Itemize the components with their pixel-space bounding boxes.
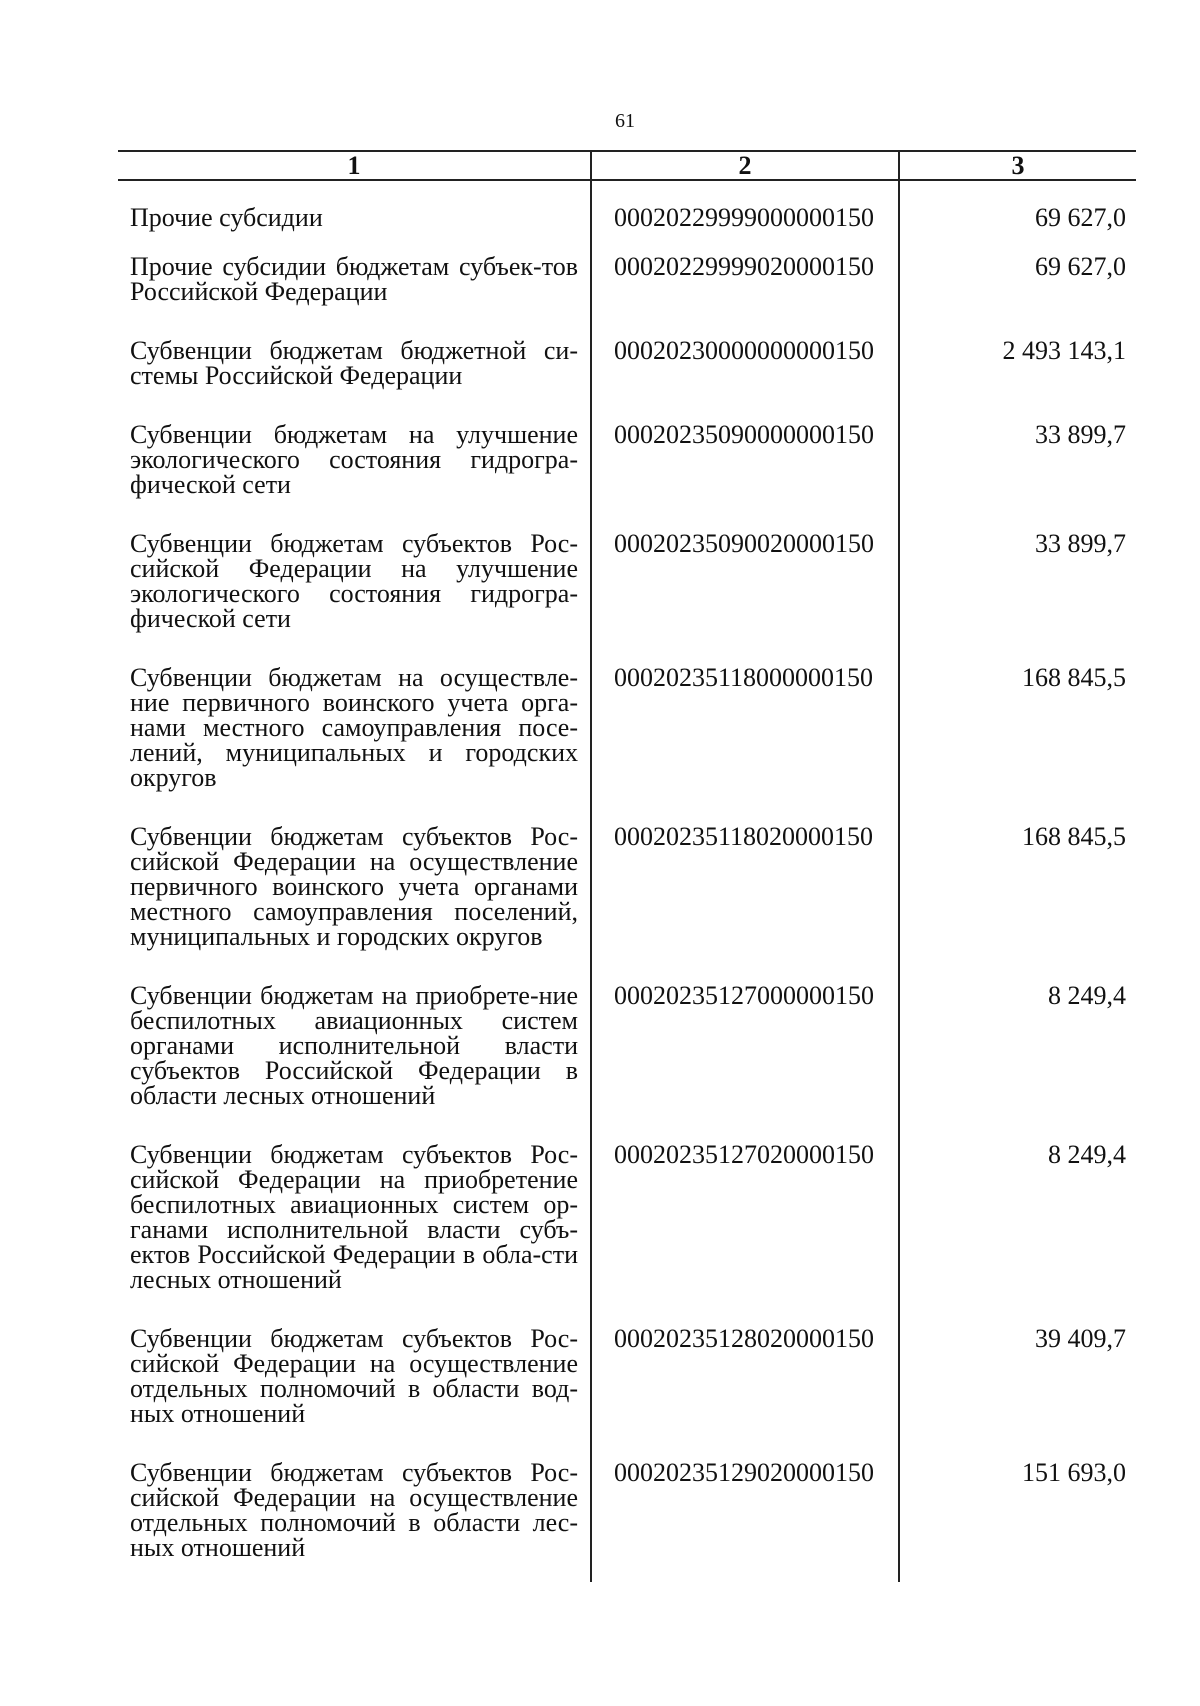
budget-table	[118, 150, 1136, 1582]
spacer-cell	[591, 631, 899, 665]
row-name-cell: Субвенции бюджетам на приобрете-ние беспилотных авиационных систем органами исполнительной власти субъектов Российской Федерации в области лесных отношений	[130, 981, 578, 1110]
row-amount-cell: 168 845,5	[899, 824, 1136, 949]
spacer-cell	[591, 388, 899, 422]
spacer-cell	[899, 230, 1136, 254]
spacer-cell	[899, 1426, 1136, 1460]
spacer-cell	[899, 180, 1136, 205]
page-number: 61	[615, 110, 635, 132]
spacer-cell	[591, 1292, 899, 1326]
spacer-cell	[591, 304, 899, 338]
row-code-cell: 00020235090020000150	[591, 531, 899, 631]
table-row	[118, 1326, 1136, 1426]
row-amount-cell: 2 493 143,1	[899, 338, 1136, 388]
header-col-1: 1	[118, 151, 591, 180]
row-code-cell: 00020235118020000150	[591, 824, 899, 949]
row-name-cell: Субвенции бюджетам субъектов Рос-сийской Федерации на улучшение экологического состояния гидрогра-фической сети	[130, 529, 578, 633]
table-row	[118, 665, 1136, 790]
row-spacer	[118, 1108, 1136, 1142]
table-header-row	[118, 151, 1136, 180]
row-spacer	[118, 1560, 1136, 1582]
spacer-cell	[591, 1108, 899, 1142]
table-row	[118, 338, 1136, 388]
spacer-cell	[899, 1292, 1136, 1326]
spacer-cell	[899, 497, 1136, 531]
spacer-cell	[118, 180, 591, 205]
spacer-cell	[591, 790, 899, 824]
table-row	[118, 422, 1136, 497]
spacer-cell	[118, 631, 591, 665]
spacer-cell	[899, 388, 1136, 422]
table-row	[118, 531, 1136, 631]
spacer-cell	[118, 1108, 591, 1142]
row-code-cell: 00020235129020000150	[591, 1460, 899, 1560]
spacer-cell	[899, 1108, 1136, 1142]
row-spacer	[118, 949, 1136, 983]
spacer-cell	[118, 949, 591, 983]
spacer-cell	[118, 790, 591, 824]
row-name-cell: Субвенции бюджетам на осуществле-ние первичного воинского учета орга-нами местного самоуправления посе-лений, муниципальных и городских округов	[130, 663, 578, 792]
spacer-cell	[118, 1426, 591, 1460]
spacer-cell	[899, 631, 1136, 665]
spacer-cell	[118, 1560, 591, 1582]
row-spacer	[118, 1426, 1136, 1460]
row-amount-cell: 151 693,0	[899, 1460, 1136, 1560]
table-row	[118, 824, 1136, 949]
row-code-cell: 00020229999020000150	[591, 254, 899, 304]
spacer-cell	[591, 949, 899, 983]
table-row	[118, 1142, 1136, 1292]
row-spacer	[118, 497, 1136, 531]
row-code-cell: 00020235127020000150	[591, 1142, 899, 1292]
row-amount-cell: 168 845,5	[899, 665, 1136, 790]
row-spacer	[118, 388, 1136, 422]
spacer-cell	[591, 180, 899, 205]
row-name-cell: Субвенции бюджетам субъектов Рос-сийской Федерации на осуществление первичного воинского учета органами местного самоуправления поселений, муниципальных и городских округов	[130, 822, 578, 951]
row-spacer	[118, 230, 1136, 254]
row-spacer	[118, 304, 1136, 338]
table-row	[118, 254, 1136, 304]
row-code-cell: 00020235128020000150	[591, 1326, 899, 1426]
spacer-cell	[118, 497, 591, 531]
row-name-cell: Субвенции бюджетам субъектов Рос-сийской Федерации на осуществление отдельных полномочий в области вод-ных отношений	[130, 1324, 578, 1428]
spacer-cell	[591, 497, 899, 531]
row-amount-cell: 8 249,4	[899, 983, 1136, 1108]
header-col-2: 2	[591, 151, 899, 180]
spacer-cell	[899, 790, 1136, 824]
spacer-cell	[899, 1560, 1136, 1582]
spacer-cell	[591, 230, 899, 254]
row-code-cell: 00020235090000000150	[591, 422, 899, 497]
row-name-cell: Субвенции бюджетам бюджетной си-стемы Российской Федерации	[130, 336, 578, 390]
row-name-cell: Прочие субсидии	[130, 203, 323, 232]
spacer-cell	[118, 230, 591, 254]
row-code-cell: 00020230000000000150	[591, 338, 899, 388]
row-amount-cell: 39 409,7	[899, 1326, 1136, 1426]
table-body	[118, 180, 1136, 1582]
table-row	[118, 205, 1136, 230]
spacer-cell	[591, 1560, 899, 1582]
row-name-cell: Субвенции бюджетам субъектов Рос-сийской Федерации на приобретение беспилотных авиационных систем ор-ганами исполнительной власти субъ-ектов Российской Федерации в обла-сти лесных отношений	[130, 1140, 578, 1294]
table-row	[118, 1460, 1136, 1560]
row-amount-cell: 33 899,7	[899, 531, 1136, 631]
spacer-cell	[591, 1426, 899, 1460]
spacer-cell	[899, 304, 1136, 338]
row-spacer	[118, 631, 1136, 665]
spacer-cell	[118, 388, 591, 422]
row-code-cell: 00020229999000000150	[591, 205, 899, 230]
row-name-cell: Прочие субсидии бюджетам субъек-тов Российской Федерации	[130, 252, 578, 306]
table-row	[118, 983, 1136, 1108]
row-code-cell: 00020235127000000150	[591, 983, 899, 1108]
row-spacer	[118, 180, 1136, 205]
row-amount-cell: 33 899,7	[899, 422, 1136, 497]
row-spacer	[118, 1292, 1136, 1326]
spacer-cell	[899, 949, 1136, 983]
spacer-cell	[118, 1292, 591, 1326]
header-col-3: 3	[899, 151, 1136, 180]
row-name-cell: Субвенции бюджетам на улучшение экологического состояния гидрогра-фической сети	[130, 420, 578, 499]
spacer-cell	[118, 304, 591, 338]
row-name-cell: Субвенции бюджетам субъектов Рос-сийской Федерации на осуществление отдельных полномочий в области лес-ных отношений	[130, 1458, 578, 1562]
row-code-cell: 00020235118000000150	[591, 665, 899, 790]
row-amount-cell: 69 627,0	[899, 254, 1136, 304]
row-amount-cell: 8 249,4	[899, 1142, 1136, 1292]
row-amount-cell: 69 627,0	[899, 205, 1136, 230]
row-spacer	[118, 790, 1136, 824]
